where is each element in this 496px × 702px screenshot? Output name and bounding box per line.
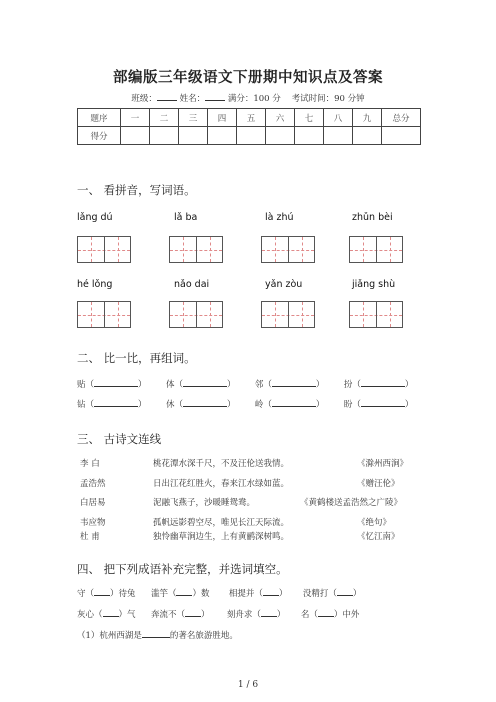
answer-blank[interactable] (176, 587, 192, 596)
writing-grid[interactable] (169, 301, 223, 328)
idiom-part: ）数 (192, 589, 210, 599)
idiom-part: 名（ (300, 610, 318, 620)
poet-name: 白居易 (80, 498, 106, 508)
pinyin: hé lǒng (77, 279, 113, 290)
section-2-title: 二、 比一比，再组词。 (77, 351, 196, 365)
score-cell[interactable] (353, 127, 382, 145)
poet-name: 孟浩然 (80, 479, 106, 489)
score-table (77, 108, 421, 145)
char: 盼（ (343, 400, 361, 410)
poet-name: 杜 甫 (80, 532, 100, 542)
idiom-part: ） (276, 610, 286, 620)
pinyin: jiǎng shù (352, 279, 396, 290)
score-cell[interactable] (324, 127, 353, 145)
section-3-title: 三、 古诗文连线 (77, 432, 162, 446)
compare-row-2 (77, 398, 413, 410)
idiom-part: 刻舟求（ (226, 610, 261, 620)
score-cell[interactable] (237, 127, 266, 145)
answer-blank[interactable] (185, 608, 201, 617)
poem-line: 独怜幽草涧边生，上有黄鹂深树鸣。 (153, 532, 290, 542)
answer-blank[interactable] (94, 398, 138, 407)
table-cell: 题序 (78, 109, 121, 127)
question-text: （1）杭州西湖是 (77, 631, 142, 641)
writing-grid[interactable] (77, 236, 131, 263)
answer-blank[interactable] (361, 398, 405, 407)
table-cell: 九 (353, 109, 382, 127)
table-cell: 三 (179, 109, 208, 127)
poem-title: 《黄鹤楼送孟浩然之广陵》 (300, 498, 403, 508)
poem-title: 《赠汪伦》 (357, 479, 400, 489)
writing-grid[interactable] (349, 301, 403, 328)
pinyin: là zhú (265, 212, 294, 223)
table-cell: 七 (295, 109, 324, 127)
score-value-row (78, 127, 421, 145)
pinyin: zhǔn bèi (352, 212, 393, 223)
section-4-title: 四、 把下列成语补充完整，并选词填空。 (77, 562, 288, 576)
answer-blank[interactable] (263, 587, 279, 596)
answer-blank[interactable] (142, 629, 170, 638)
idiom-row-1 (77, 587, 361, 599)
answer-blank[interactable] (103, 608, 119, 617)
idiom-part: 灰心（ (77, 610, 103, 620)
char: 钻（ (77, 400, 95, 410)
class-blank[interactable] (157, 92, 177, 101)
answer-blank[interactable] (361, 378, 405, 387)
answer-blank[interactable] (261, 608, 277, 617)
score-cell[interactable] (150, 127, 179, 145)
table-cell: 五 (237, 109, 266, 127)
score-cell[interactable] (179, 127, 208, 145)
table-cell: 二 (150, 109, 179, 127)
idiom-part: ）中外 (333, 610, 360, 620)
question-text: 的著名旅游胜地。 (169, 631, 238, 641)
idiom-part: 没精打（ (302, 589, 337, 599)
paren: ） (404, 380, 414, 390)
class-label: 班级： (131, 94, 157, 104)
idiom-part: ）气 (118, 610, 136, 620)
compare-row-1 (77, 378, 413, 390)
answer-blank[interactable] (94, 587, 110, 596)
paren: ） (226, 400, 236, 410)
char: 休（ (165, 400, 183, 410)
score-cell[interactable] (208, 127, 237, 145)
pinyin: yǎn zòu (265, 279, 303, 290)
paren: ） (404, 400, 414, 410)
table-cell: 四 (208, 109, 237, 127)
poem-title: 《滁州西涧》 (357, 459, 409, 469)
writing-grid[interactable] (77, 301, 131, 328)
idiom-row-2 (77, 608, 359, 620)
answer-blank[interactable] (94, 378, 138, 387)
poet-name: 李 白 (80, 459, 100, 469)
answer-blank[interactable] (272, 378, 316, 387)
idiom-part: ） (200, 610, 210, 620)
idiom-part: 奔流不（ (150, 610, 185, 620)
answer-blank[interactable] (318, 608, 334, 617)
poem-line: 泥融飞燕子，沙暖睡鸳鸯。 (153, 498, 256, 508)
char: 邻（ (254, 380, 272, 390)
idiom-part: 守（ (77, 589, 95, 599)
score-cell[interactable] (382, 127, 421, 145)
writing-grid[interactable] (349, 236, 403, 263)
answer-blank[interactable] (272, 398, 316, 407)
char: 岭（ (254, 400, 272, 410)
exam-time: 考试时间：90 分钟 (291, 94, 365, 104)
pinyin: lǎ ba (174, 212, 198, 223)
poem-line: 桃花潭水深千尺，不及汪伦送我情。 (153, 459, 290, 469)
score-cell[interactable] (295, 127, 324, 145)
paren: ） (315, 400, 325, 410)
char: 扮（ (343, 380, 361, 390)
exam-info (0, 92, 496, 104)
table-cell: 一 (121, 109, 150, 127)
answer-blank[interactable] (183, 398, 227, 407)
answer-blank[interactable] (183, 378, 227, 387)
idiom-part: ）待兔 (110, 589, 136, 599)
writing-grid[interactable] (169, 236, 223, 263)
section-1-title: 一、 看拼音，写词语。 (77, 183, 196, 197)
paren: ） (138, 400, 147, 410)
idiom-part: 相提并（ (228, 589, 263, 599)
score-cell[interactable] (266, 127, 295, 145)
name-blank[interactable] (205, 92, 225, 101)
poem-title: 《忆江南》 (357, 532, 400, 542)
answer-blank[interactable] (337, 587, 353, 596)
page-number: 1 / 6 (237, 680, 259, 690)
writing-grid[interactable] (261, 236, 315, 263)
fill-question-1 (77, 629, 238, 641)
pinyin: nǎo dai (174, 279, 210, 290)
idiom-part: ） (278, 589, 288, 599)
poem-line: 孤帆远影碧空尽，唯见长江天际流。 (153, 518, 290, 528)
writing-grid[interactable] (261, 301, 315, 328)
idiom-part: 滥竽（ (150, 589, 177, 599)
idiom-part: ） (352, 589, 362, 599)
char: 体（ (165, 380, 183, 390)
score-header-row (78, 109, 421, 127)
pinyin: lǎng dú (77, 212, 113, 223)
poem-title: 《绝句》 (357, 518, 392, 528)
full-score: 满分：100 分 (227, 94, 281, 104)
paren: ） (315, 380, 325, 390)
name-label: 姓名： (179, 94, 206, 104)
table-cell: 得分 (78, 127, 121, 145)
paren: ） (138, 380, 147, 390)
poet-name: 韦应物 (80, 518, 106, 528)
page-title: 部编版三年级语文下册期中知识点及答案 (113, 69, 383, 86)
char: 贴（ (77, 380, 95, 390)
table-cell: 六 (266, 109, 295, 127)
poem-line: 日出江花红胜火，春来江水绿如蓝。 (153, 479, 290, 489)
paren: ） (226, 380, 236, 390)
table-cell: 八 (324, 109, 353, 127)
score-cell[interactable] (121, 127, 150, 145)
table-cell: 总分 (382, 109, 421, 127)
